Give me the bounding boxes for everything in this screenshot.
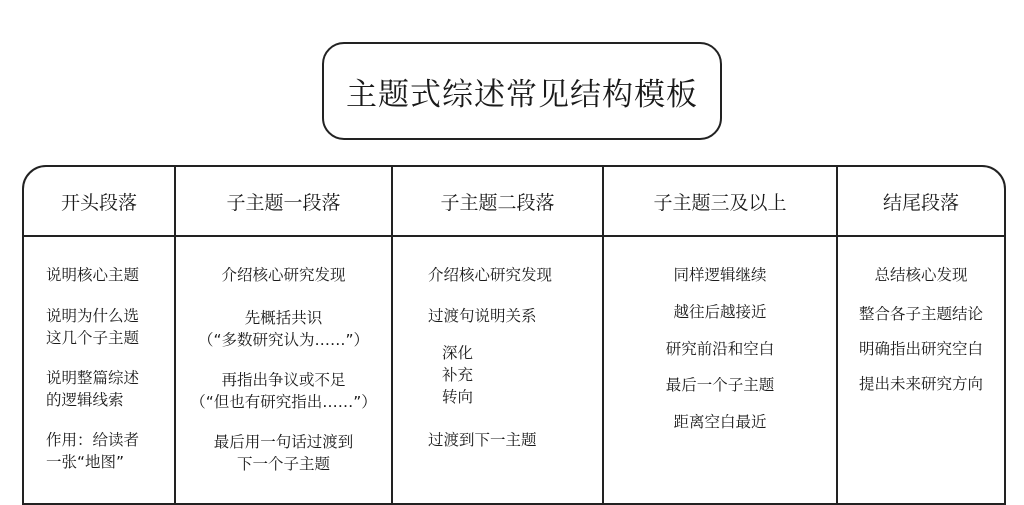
- column-item: 研究前沿和空白: [665, 340, 775, 358]
- column-header: 子主题一段落: [226, 191, 341, 214]
- column-item: 先概括共识 （“多数研究认为……”）: [197, 309, 370, 349]
- column-item: 说明为什么选 这几个子主题: [46, 307, 140, 347]
- column-item: 过渡句说明关系: [428, 307, 537, 325]
- column-header: 子主题二段落: [440, 191, 555, 214]
- diagram-title: 主题式综述常见结构模板: [322, 42, 722, 140]
- column-item: 同样逻辑继续: [673, 266, 767, 284]
- column-item: 再指出争议或不足 （“但也有研究指出……”）: [190, 371, 377, 411]
- column-item: 介绍核心研究发现: [221, 266, 346, 284]
- column-item: 深化 补充 转向: [442, 344, 474, 406]
- column-item: 过渡到下一主题: [428, 431, 537, 449]
- column-item: 总结核心发现: [874, 266, 968, 284]
- column-subtopic-two: [393, 167, 602, 503]
- column-item: 介绍核心研究发现: [428, 266, 553, 284]
- column-item: 最后用一句话过渡到 下一个子主题: [213, 433, 354, 473]
- column-item: 距离空白最近: [673, 413, 767, 431]
- column-subtopic-three-plus: [604, 167, 836, 503]
- column-item: 明确指出研究空白: [858, 340, 983, 358]
- column-item: 说明整篇综述 的逻辑线索: [46, 369, 140, 409]
- column-subtopic-one: [176, 167, 391, 503]
- column-item: 作用：给读者 一张“地图”: [46, 431, 140, 471]
- column-item: 说明核心主题: [46, 266, 140, 284]
- structure-table: [22, 165, 1006, 505]
- column-item: 越往后越接近: [673, 303, 767, 321]
- column-item: 整合各子主题结论: [858, 305, 983, 323]
- column-header: 子主题三及以上: [653, 191, 787, 214]
- column-item: 最后一个子主题: [665, 376, 775, 394]
- column-header: 开头段落: [60, 191, 137, 214]
- column-opening: [24, 167, 174, 503]
- column-item: 提出未来研究方向: [858, 375, 983, 393]
- column-header: 结尾段落: [882, 191, 959, 214]
- column-closing: [838, 167, 1004, 503]
